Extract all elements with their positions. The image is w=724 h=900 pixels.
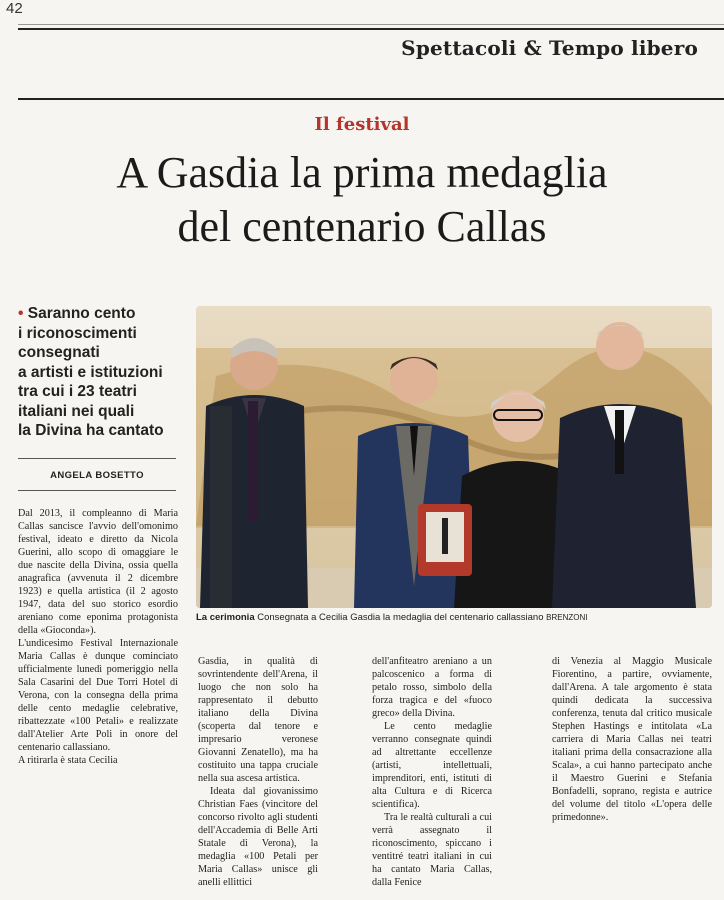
summary — [18, 304, 184, 441]
paragraph: Tra le realtà culturali a cui verrà assegnato il riconoscimento, spiccano i ventitré teatri italiani in cui ha cantato Maria Callas, dalla Fenice — [372, 812, 492, 888]
photo-caption — [196, 612, 712, 623]
body-column-3 — [372, 655, 492, 889]
summary-line: tra cui i 23 teatri — [18, 383, 137, 400]
paragraph: Ideata dal giovanissimo Christian Faes (vincitore del concorso rivolto agli studenti dell'Accademia di Belle Arti Statale di Verona), la medaglia «100 Petali per Maria Callas» unisce gli anelli ellittici — [198, 786, 318, 888]
caption-text: Consegnata a Cecilia Gasdia la medaglia del centenario callassiano — [257, 612, 544, 623]
body-column-4 — [552, 655, 712, 824]
caption-lead: La cerimonia — [196, 612, 255, 623]
body-column-2 — [198, 655, 318, 889]
paragraph: L'undicesimo Festival Internazionale Maria Callas è dunque cominciato ufficialmente lunedì pomeriggio nella Sala Casarini del Due Torri Hotel di Verona, con la consegna della prima delle cento medaglie celebrative, ribattezzate «100 Petali» e realizzate dall'Atelier Arte Poli in onore del centenario callassiano. — [18, 638, 178, 753]
summary-line: la Divina ha cantato — [18, 422, 164, 439]
paragraph: Le cento medaglie verranno consegnate quindi ad altrettante eccellenze (artisti, intellettuali, imprenditori, enti, istituti di alta Cultura e di Ricerca scientifica). — [372, 721, 492, 810]
summary-bullet: • — [18, 305, 24, 322]
section-rule — [18, 98, 724, 100]
paragraph: di Venezia al Maggio Musicale Fiorentino, a partire, ovviamente, dall'Arena. A tale argomento è stata quindi dedicata la successiva conferenza, tenuta dal critico musicale Stephen Hastings e intitolata «La carriera di Maria Callas nei teatri italiani prima della consacrazione alla Scala», a cui hanno partecipato anche il Maestro Guerini e Stefania Bonfadelli, soprano, regista e autrice del volume del titolo «L'opera delle primedonne». — [552, 656, 712, 823]
paragraph: dell'anfiteatro areniano a un palcoscenico a forma di petalo rosso, simbolo della forza tragica e del «fuoco greco» della Divina. — [372, 656, 492, 719]
body-column-1 — [18, 507, 178, 767]
caption-credit: BRENZONI — [546, 613, 588, 622]
page-number: 42 — [6, 0, 23, 17]
headline-line-2: del centenario Callas — [177, 202, 547, 251]
summary-line: italiani nei quali — [18, 402, 135, 420]
summary-line: consegnati — [18, 344, 100, 361]
medal-box — [418, 504, 472, 576]
kicker: Il festival — [314, 114, 410, 135]
summary-line: Saranno cento — [27, 305, 136, 322]
top-rule-thin — [18, 24, 724, 25]
paragraph: Gasdia, in qualità di sovrintendente dell'Arena, il luogo che non solo ha rappresentato il debutto italiano della Divina (scoperta dal tenore e impresario veronese Giovanni Zenatello), ma ha costituito una tappa cruciale nella sua ascesa artistica. — [198, 656, 318, 784]
summary-line: a artisti e istituzioni — [18, 363, 163, 381]
byline-rule-bottom — [18, 490, 176, 491]
paragraph: Dal 2013, il compleanno di Maria Callas sancisce l'avvio dell'omonimo festival, ideato e diretto da Nicola Guerini, allo scopo di omaggiare le due nascite della Divina, ossia quella anagrafica (avvenuta il 2 dicembre 1923) e quella artistica (il 2 agosto 1947, data del suo storico esordio areniano come eponima protagonista della «Gioconda»). — [18, 508, 178, 636]
headline-line-1: A Gasdia la prima medaglia — [116, 148, 608, 197]
ceremony-photo — [196, 306, 712, 608]
section-title: Spettacoli & Tempo libero — [401, 36, 698, 60]
headline — [0, 146, 724, 254]
byline: ANGELA BOSETTO — [50, 470, 144, 481]
summary-line: i riconoscimenti — [18, 324, 137, 342]
paragraph: A ritirarla è stata Cecilia — [18, 755, 118, 766]
byline-rule-top — [18, 458, 176, 459]
top-rule — [18, 28, 724, 30]
